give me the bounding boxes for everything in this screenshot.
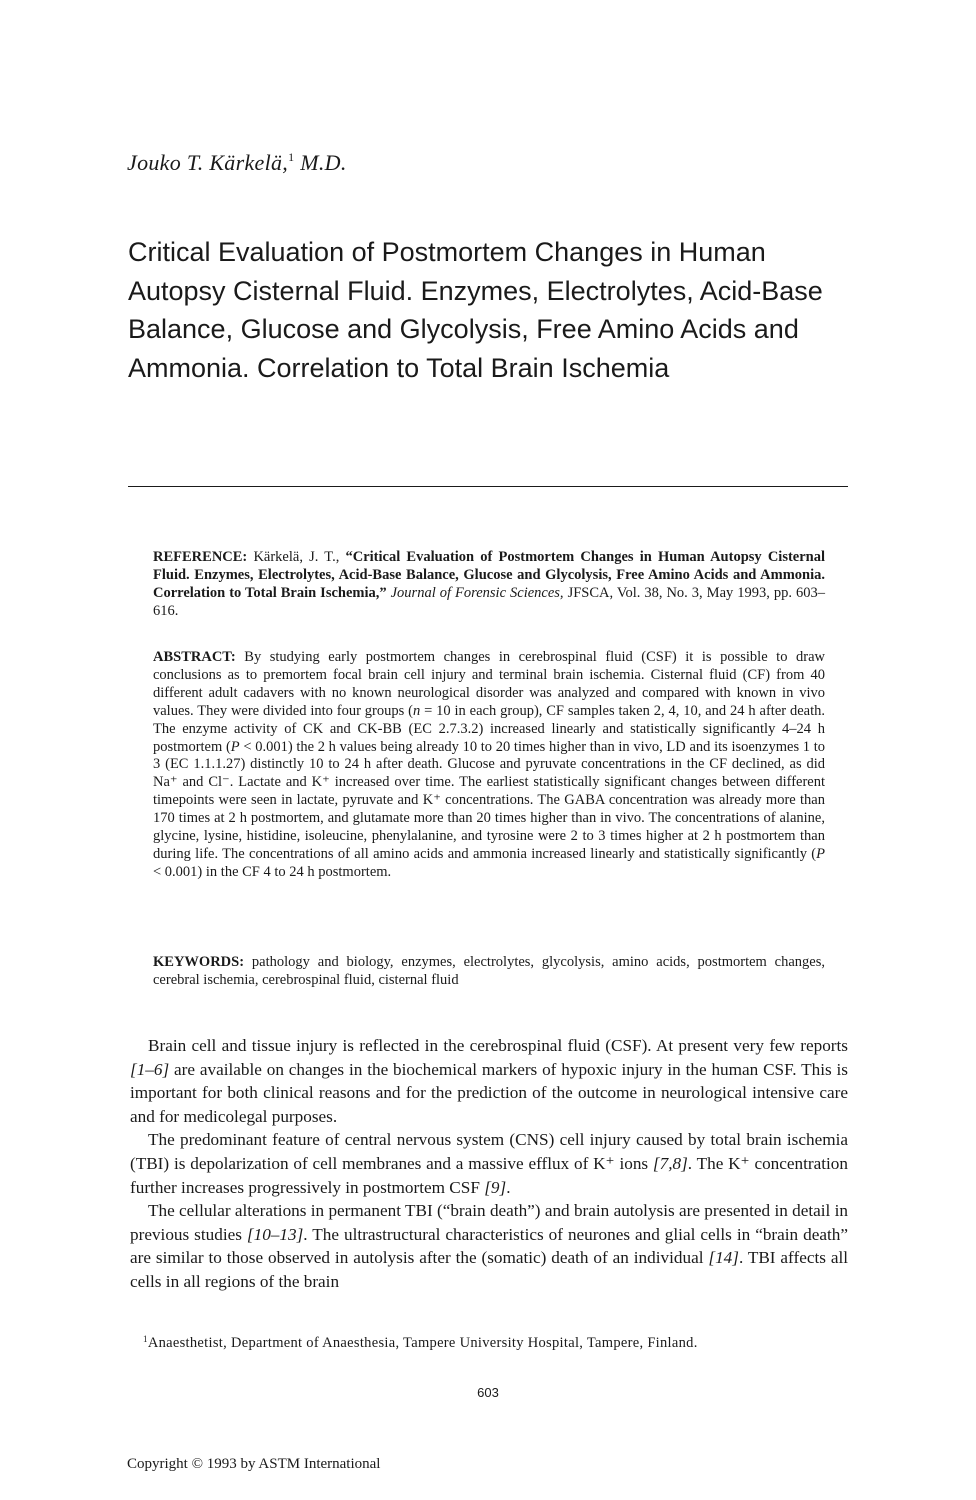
- page-number: 603: [477, 1385, 499, 1400]
- reference-block: [153, 549, 825, 621]
- abstract-p-variable: P: [230, 738, 240, 755]
- citation-ref: [14]: [708, 1248, 739, 1268]
- abstract-label: ABSTRACT:: [153, 649, 236, 665]
- author-name: Jouko T. Kärkelä,: [127, 150, 289, 175]
- body-text-run: Brain cell and tissue injury is reflected in the cerebrospinal fluid (CSF). At present very few reports: [148, 1036, 848, 1055]
- body-text-run: The cellular alterations in permanent TBI (“brain death”) and brain autolysis are presented in detail in previous studies: [130, 1201, 848, 1244]
- reference-title: “Critical Evaluation of Postmortem Changes in Human Autopsy Cisternal Fluid. Enzymes, Electrolytes, Acid-Base Balance, Glucose and Glycolysis, Free Amino Acids and Ammonia. Correlation to Total Brain Ischemia,”: [153, 549, 826, 601]
- keywords-block: [153, 954, 825, 990]
- reference-citation: JFSCA, Vol. 38, No. 3, May 1993, pp. 603–616.: [153, 584, 825, 619]
- body-text-run: are available on changes in the biochemical markers of hypoxic injury in the human CSF. This is important for both clinical reasons and for the prediction of the outcome in neurological intensive care and for medicolegal purposes.: [130, 1059, 848, 1126]
- author-footnote: [143, 1334, 698, 1352]
- body-paragraph: [130, 1128, 848, 1199]
- body-text-run: . The ultrastructural characteristics of neurones and glial cells in “brain death” are similar to those observed in autolysis after the (somatic) death of an individual: [130, 1224, 848, 1268]
- title-divider: [128, 486, 848, 487]
- body-text-run: The predominant feature of central nervous system (CNS) cell injury caused by total brain ischemia (TBI) is depolarization of cell membranes and a massive efflux of K⁺ ions: [130, 1130, 848, 1173]
- abstract-text-1: By studying early postmortem changes in cerebrospinal fluid (CSF) it is possible to draw conclusions as to premortem focal brain cell injury and terminal brain ischemia. Cisternal fluid (CF) from 40 different adult cadavers with no known neurological disorder was analyzed and compared with known in vivo values. They were divided into four groups (: [153, 649, 825, 719]
- keywords-label: KEYWORDS:: [153, 954, 245, 970]
- body-text: [130, 1034, 848, 1294]
- citation-ref: [7,8]: [652, 1153, 688, 1173]
- body-paragraph: [130, 1034, 848, 1128]
- body-text-run: . TBI affects all cells in all regions of the brain: [130, 1248, 848, 1291]
- copyright-notice: Copyright © 1993 by ASTM International: [127, 1456, 381, 1472]
- body-text-run: .: [506, 1177, 511, 1197]
- footnote-mark: 1: [143, 1334, 148, 1344]
- body-text-run: . The K⁺ concentration further increases progressively in postmortem CSF: [130, 1153, 848, 1197]
- citation-ref: [10–13]: [246, 1224, 304, 1244]
- footnote-text: Anaesthetist, Department of Anaesthesia, Tampere University Hospital, Tampere, Finland.: [147, 1335, 698, 1351]
- keywords-text: pathology and biology, enzymes, electrolytes, glycolysis, amino acids, postmortem changes, cerebral ischemia, cerebrospinal fluid, cisternal fluid: [153, 954, 826, 988]
- citation-ref: [1–6]: [130, 1059, 170, 1079]
- reference-label: REFERENCE:: [153, 549, 248, 565]
- abstract-block: [153, 649, 825, 882]
- abstract-n-variable: n: [412, 702, 421, 719]
- reference-journal: Journal of Forensic Sciences,: [390, 584, 564, 601]
- abstract-text-4: < 0.001) in the CF 4 to 24 h postmortem.: [153, 863, 392, 880]
- abstract-p-variable: P: [816, 845, 825, 862]
- reference-authors: Kärkelä, J. T.,: [253, 549, 340, 565]
- body-paragraph: [130, 1199, 848, 1293]
- author-footnote-mark: 1: [288, 150, 295, 164]
- abstract-text-3: < 0.001) the 2 h values being already 10 to 20 times higher than in vivo, LD and its isoenzymes 1 to 3 (EC 1.1.1.27) distinctly 10 to 24 h after death. Glucose and pyruvate concentrations in the CF declined, as did Na⁺ and Cl⁻. Lactate and K⁺ increased over time. The earliest statistically significant changes between different timepoints were seen in lactate, pyruvate and K⁺ concentrations. The GABA concentration was already more than 170 times at 2 h postmortem, and glutamate more than 20 times higher than in vivo. The concentrations of alanine, glycine, lysine, histidine, isoleucine, phenylalanine, and tyrosine were 2 to 3 times higher at 2 h postmortem than during life. The concentrations of all amino acids and ammonia increased linearly and statistically significantly (: [153, 738, 825, 862]
- author-line: [127, 150, 347, 176]
- abstract-text-2: = 10 in each group), CF samples taken 2, 4, 10, and 24 h after death. The enzyme activity of CK and CK-BB (EC 2.7.3.2) increased linearly and statistically significantly 4–24 h postmortem (: [153, 702, 825, 755]
- citation-ref: [9]: [484, 1177, 507, 1197]
- article-title: Critical Evaluation of Postmortem Changes in Human Autopsy Cisternal Fluid. Enzymes, Electrolytes, Acid-Base Balance, Glucose and Glycolysis, Free Amino Acids and Ammonia. Correlation to Total Brain Ischemia: [128, 237, 823, 383]
- author-degree: M.D.: [300, 150, 347, 175]
